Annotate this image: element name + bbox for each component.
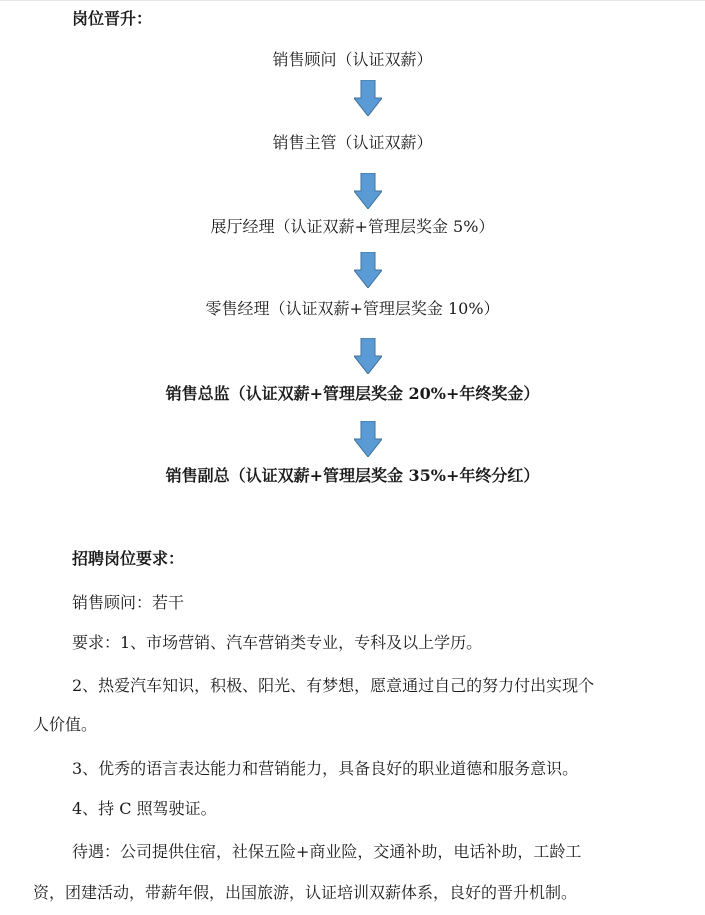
down-arrow-icon: [354, 338, 382, 374]
down-arrow-icon: [354, 252, 382, 288]
down-arrow-icon: [354, 421, 382, 457]
recruitment-heading: 招聘岗位要求：: [72, 549, 185, 568]
down-arrow-icon: [354, 173, 382, 209]
promotion-level-sales-vp: 销售副总（认证双薪+管理层奖金 35%+年终分红）: [165, 466, 540, 485]
promotion-heading: 岗位晋升：: [72, 9, 153, 28]
benefits-cont: 资，团建活动，带薪年假，出国旅游，认证培训双薪体系，良好的晋升机制。: [33, 883, 578, 902]
benefits: 待遇：公司提供住宿，社保五险+商业险，交通补助，电话补助，工龄工: [72, 842, 582, 861]
requirement-communication: 3、优秀的语言表达能力和营销能力，具备良好的职业道德和服务意识。: [72, 759, 579, 778]
requirement-license: 4、持 C 照驾驶证。: [72, 799, 217, 818]
down-arrow-icon: [354, 80, 382, 116]
promotion-level-showroom-manager: 展厅经理（认证双薪+管理层奖金 5%）: [210, 217, 495, 236]
promotion-level-sales-director: 销售总监（认证双薪+管理层奖金 20%+年终奖金）: [165, 384, 540, 403]
top-divider: [0, 0, 705, 1]
position-openings: 销售顾问：若干: [72, 593, 185, 612]
requirement-passion: 2、热爱汽车知识，积极、阳光、有梦想，愿意通过自己的努力付出实现个: [72, 676, 595, 695]
promotion-level-sales-consultant: 销售顾问（认证双薪）: [272, 50, 433, 69]
promotion-level-retail-manager: 零售经理（认证双薪+管理层奖金 10%）: [205, 299, 500, 318]
requirement-education: 要求：1、市场营销、汽车营销类专业，专科及以上学历。: [72, 633, 483, 652]
promotion-level-sales-supervisor: 销售主管（认证双薪）: [272, 133, 433, 152]
requirement-passion-cont: 人价值。: [33, 715, 98, 734]
